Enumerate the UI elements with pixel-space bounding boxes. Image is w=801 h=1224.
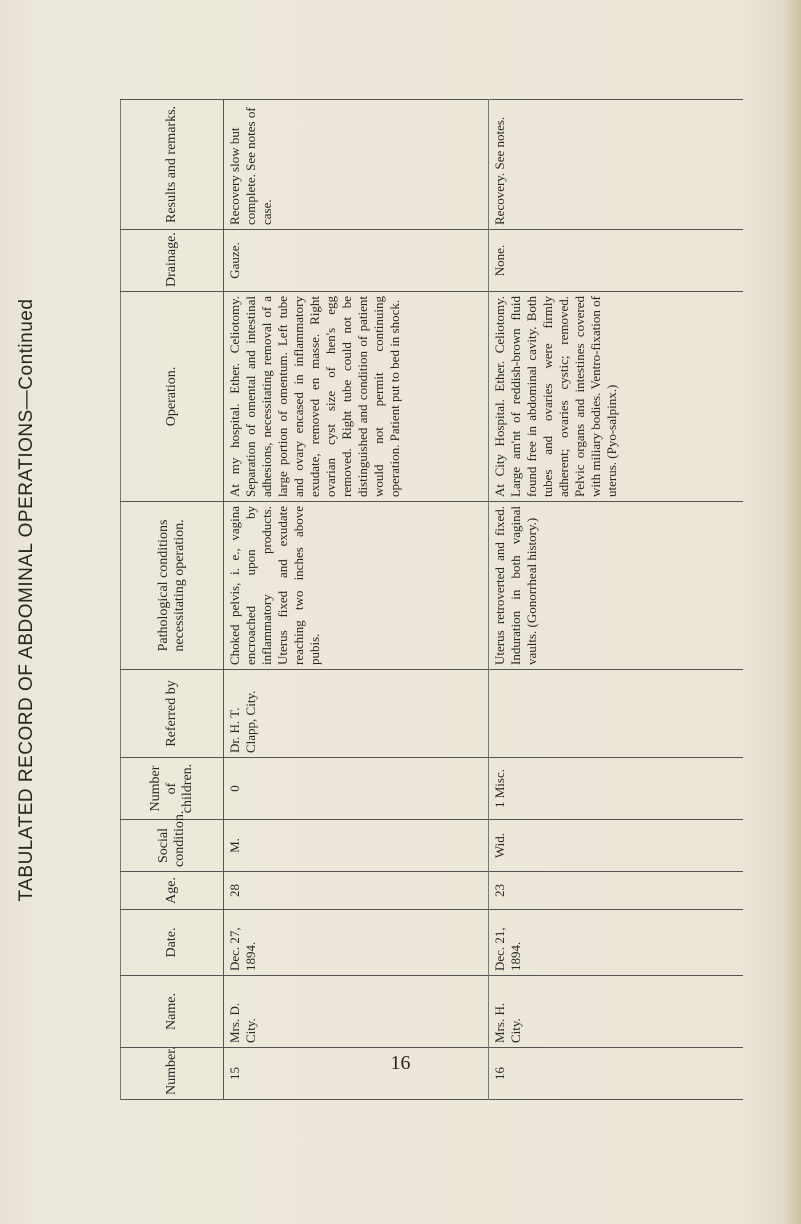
- rotated-table-sheet: [12, 100, 752, 1100]
- header-social-condition: Social condition.: [121, 820, 224, 872]
- header-results: Results and remarks.: [121, 100, 224, 230]
- header-operation: Operation.: [121, 292, 224, 502]
- cell-results: Recovery. See notes.: [489, 100, 744, 230]
- operations-table: [120, 99, 743, 1100]
- cell-pathological: Choked pelvis, i. e., vagina encroached upon by inflammatory products. Uterus fixed and exudate reaching two inches above pubis.: [224, 502, 489, 670]
- page-edge-stain: [783, 0, 801, 1224]
- page-number: 16: [390, 1052, 411, 1074]
- cell-number: 16: [489, 1048, 744, 1100]
- header-age: Age.: [121, 872, 224, 910]
- header-pathological: Pathological conditions necessitating operation.: [121, 502, 224, 670]
- page-title: TABULATED RECORD OF ABDOMINAL OPERATIONS—Continued: [16, 298, 37, 902]
- cell-drainage: Gauze.: [224, 230, 489, 292]
- cell-social-condition: Wid.: [489, 820, 744, 872]
- cell-date: Dec. 27, 1894.: [224, 910, 489, 976]
- cell-age: 28: [224, 872, 489, 910]
- cell-name: Mrs. D. City.: [224, 976, 489, 1048]
- cell-pathological: Uterus retroverted and fixed. Induration in both vaginal vaults. (Gonorrheal history.): [489, 502, 744, 670]
- cell-date: Dec. 21, 1894.: [489, 910, 744, 976]
- header-name: Name.: [121, 976, 224, 1048]
- cell-name: Mrs. H. City.: [489, 976, 744, 1048]
- cell-age: 23: [489, 872, 744, 910]
- cell-referred-by: Dr. H. T. Clapp, City.: [224, 670, 489, 758]
- cell-number-of-children: 0: [224, 758, 489, 820]
- header-row: [121, 100, 224, 1100]
- cell-results: Recovery slow but complete. See notes of case.: [224, 100, 489, 230]
- cell-drainage: None.: [489, 230, 744, 292]
- cell-social-condition: M.: [224, 820, 489, 872]
- table-row: [224, 100, 489, 1100]
- cell-operation: At City Hospital. Ether. Celiotomy. Large am'nt of reddish-brown fluid found free in abdominal cavity. Both tubes and ovaries were firmly adherent; ovaries cystic; removed. Pelvic organs and intestines covered with miliary bodies. Ventro-fixation of uterus. (Pyo-salpinx.): [489, 292, 744, 502]
- header-number: Number.: [121, 1048, 224, 1100]
- cell-number: 15: [224, 1048, 489, 1100]
- header-referred-by: Referred by: [121, 670, 224, 758]
- cell-referred-by: [489, 670, 744, 758]
- table-row: [489, 100, 744, 1100]
- cell-operation: At my hospital. Ether. Celiotomy. Separation of omental and intestinal adhesions, necessitating removal of a large portion of omentum. Left tube and ovary encased in inflammatory exudate, removed en masse. Right ovarian cyst size of hen's egg removed. Right tube could not be distinguished and condition of patient would not permit continuing operation. Patient put to bed in shock.: [224, 292, 489, 502]
- header-number-of-children: Number of children.: [121, 758, 224, 820]
- header-date: Date.: [121, 910, 224, 976]
- header-drainage: Drainage.: [121, 230, 224, 292]
- cell-number-of-children: 1 Misc.: [489, 758, 744, 820]
